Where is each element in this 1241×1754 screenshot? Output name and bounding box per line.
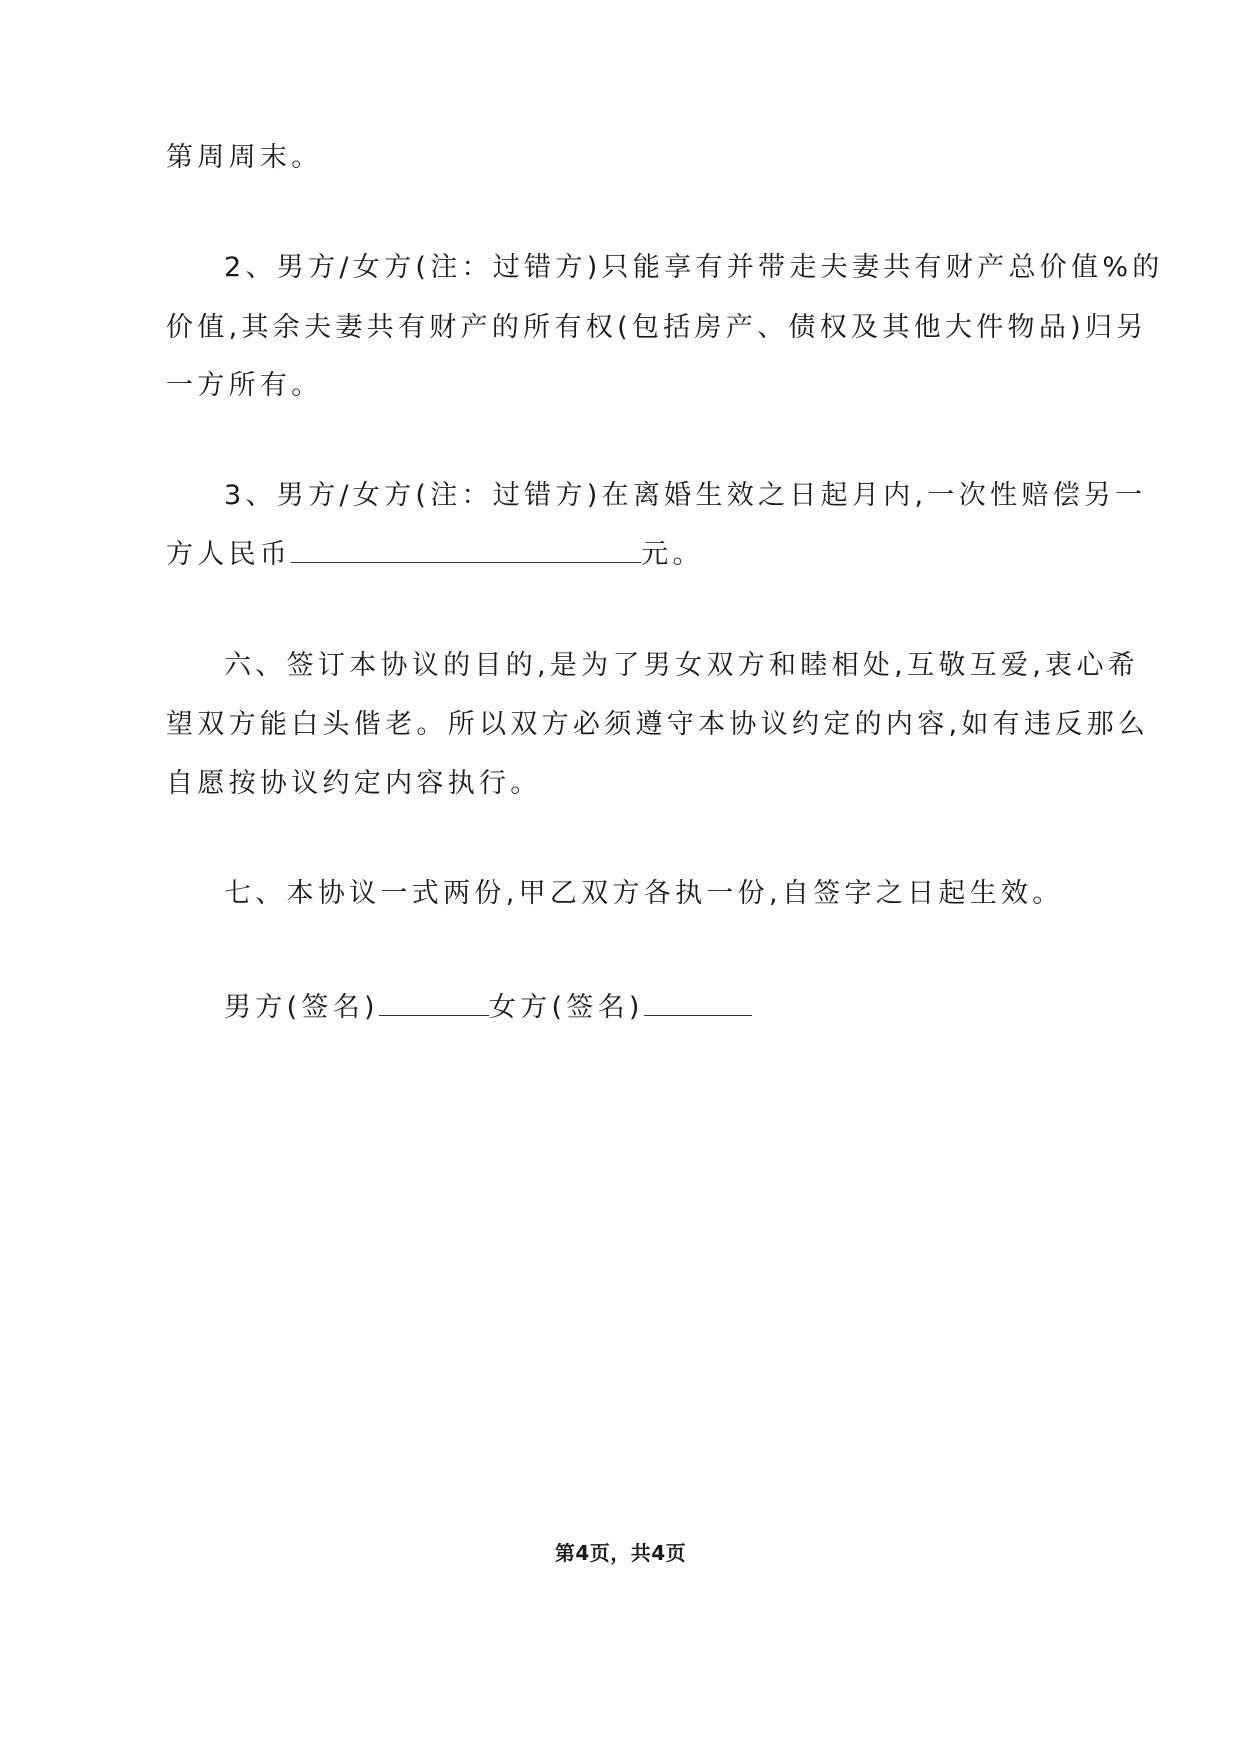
text-line-1: 第周周末。 (166, 142, 323, 173)
text-line-11: 七、本协议一式两份,甲乙双方各执一份,自签字之日起生效。 (224, 878, 1064, 909)
male-signature-label: 男方(签名) (224, 992, 379, 1023)
amount-blank (291, 542, 641, 563)
female-signature-blank (644, 995, 752, 1016)
male-signature-blank (379, 995, 489, 1016)
page-footer: 第4页，共4页 (554, 1541, 687, 1565)
female-signature-label: 女方(签名) (488, 992, 644, 1023)
text-line-10: 自愿按协议约定内容执行。 (166, 768, 542, 799)
text-line-5: 3、男方/女方(注：过错方)在离婚生效之日起月内,一次性赔偿另一 (224, 480, 1147, 511)
text-line-3: 价值,其余夫妻共有财产的所有权(包括房产、债权及其他大件物品)归另 (166, 312, 1148, 343)
compensation-prefix: 方人民币 (166, 539, 292, 570)
text-line-9: 望双方能白头偕老。所以双方必须遵守本协议约定的内容,如有违反那么 (166, 709, 1150, 740)
text-line-4: 一方所有。 (166, 370, 323, 401)
compensation-suffix: 元。 (641, 539, 704, 570)
text-line-8: 六、签订本协议的目的,是为了男女双方和睦相处,互敬互爱,衷心希 (224, 650, 1140, 681)
signature-line (224, 990, 752, 1026)
compensation-line (166, 537, 704, 573)
text-line-2: 2、男方/女方(注：过错方)只能享有并带走夫妻共有财产总价值%的 (224, 252, 1164, 283)
